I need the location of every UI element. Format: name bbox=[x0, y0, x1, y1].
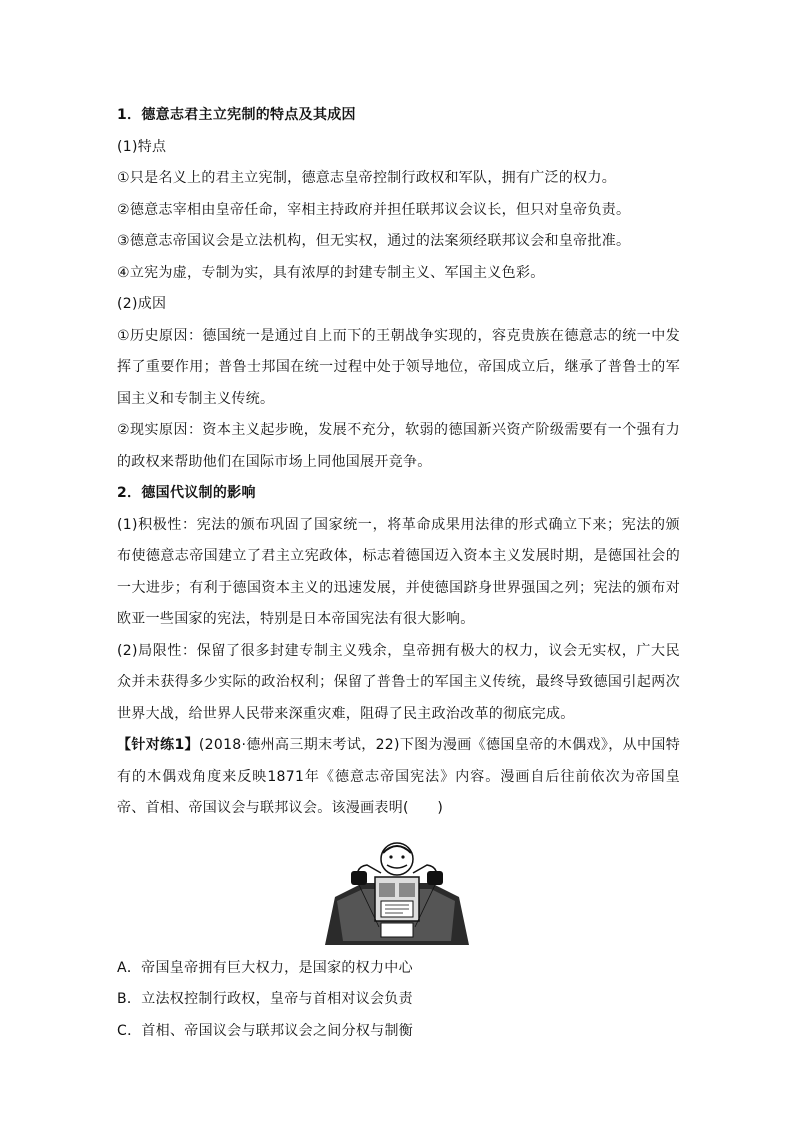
feature-point-4: ④立宪为虚，专制为实，具有浓厚的封建专制主义、军国主义色彩。 bbox=[117, 264, 545, 281]
feature-point-3: ③德意志帝国议会是立法机构，但无实权，通过的法案须经联邦议会和皇帝批准。 bbox=[117, 233, 631, 249]
exercise-text: (2018·德州高三期末考试，22)下图为漫画《德国皇帝的木偶戏》，从中国特有的木偶戏角度来反映1871年《德意志帝国宪法》内容。漫画自后往前依次为帝国皇帝、首相、帝国议会与联邦议会。该漫画表明( ) bbox=[117, 737, 680, 816]
exercise-question bbox=[117, 730, 680, 825]
option-b: B．立法权控制行政权，皇帝与首相对议会负责 bbox=[117, 991, 413, 1007]
section2-title: 2．德国代议制的影响 bbox=[117, 485, 256, 501]
section1-features-label: (1)特点 bbox=[117, 138, 167, 155]
document-body bbox=[117, 100, 680, 1047]
exercise-badge: 【针对练1】 bbox=[117, 737, 199, 753]
impact-limitation: (2)局限性：保留了很多封建专制主义残余，皇帝拥有极大的权力，议会无实权，广大民众并未获得多少实际的政治权利；保留了普鲁士的军国主义传统，最终导致德国引起两次世界大战，给世界人民带来深重灾难，阻碍了民主政治改革的彻底完成。 bbox=[117, 642, 680, 722]
section1-causes-label: (2)成因 bbox=[117, 296, 167, 312]
cartoon-illustration bbox=[323, 837, 471, 947]
feature-point-1: ①只是名义上的君主立宪制，德意志皇帝控制行政权和军队，拥有广泛的权力。 bbox=[117, 170, 617, 186]
cause-realistic: ②现实原因：资本主义起步晚，发展不充分，软弱的德国新兴资产阶级需要有一个强有力的政权来帮助他们在国际市场上同他国展开竞争。 bbox=[117, 422, 680, 470]
cause-historical: ①历史原因：德国统一是通过自上而下的王朝战争实现的，容克贵族在德意志的统一中发挥了重要作用；普鲁士邦国在统一过程中处于领导地位，帝国成立后，继承了普鲁士的军国主义和专制主义传统。 bbox=[117, 327, 680, 407]
option-c: C．首相、帝国议会与联邦议会之间分权与制衡 bbox=[117, 1022, 414, 1039]
feature-point-2: ②德意志宰相由皇帝任命，宰相主持政府并担任联邦议会议长，但只对皇帝负责。 bbox=[117, 201, 631, 218]
impact-positive: (1)积极性：宪法的颁布巩固了国家统一，将革命成果用法律的形式确立下来；宪法的颁布使德意志帝国建立了君主立宪政体，标志着德国迈入资本主义发展时期，是德国社会的一大进步；有利于德国资本主义的迅速发展，并使德国跻身世界强国之列；宪法的颁布对欧亚一些国家的宪法，特别是日本帝国宪法有很大影响。 bbox=[117, 516, 680, 627]
section1-title: 1．德意志君主立宪制的特点及其成因 bbox=[117, 107, 356, 123]
option-a: A．帝国皇帝拥有巨大权力，是国家的权力中心 bbox=[117, 959, 413, 976]
